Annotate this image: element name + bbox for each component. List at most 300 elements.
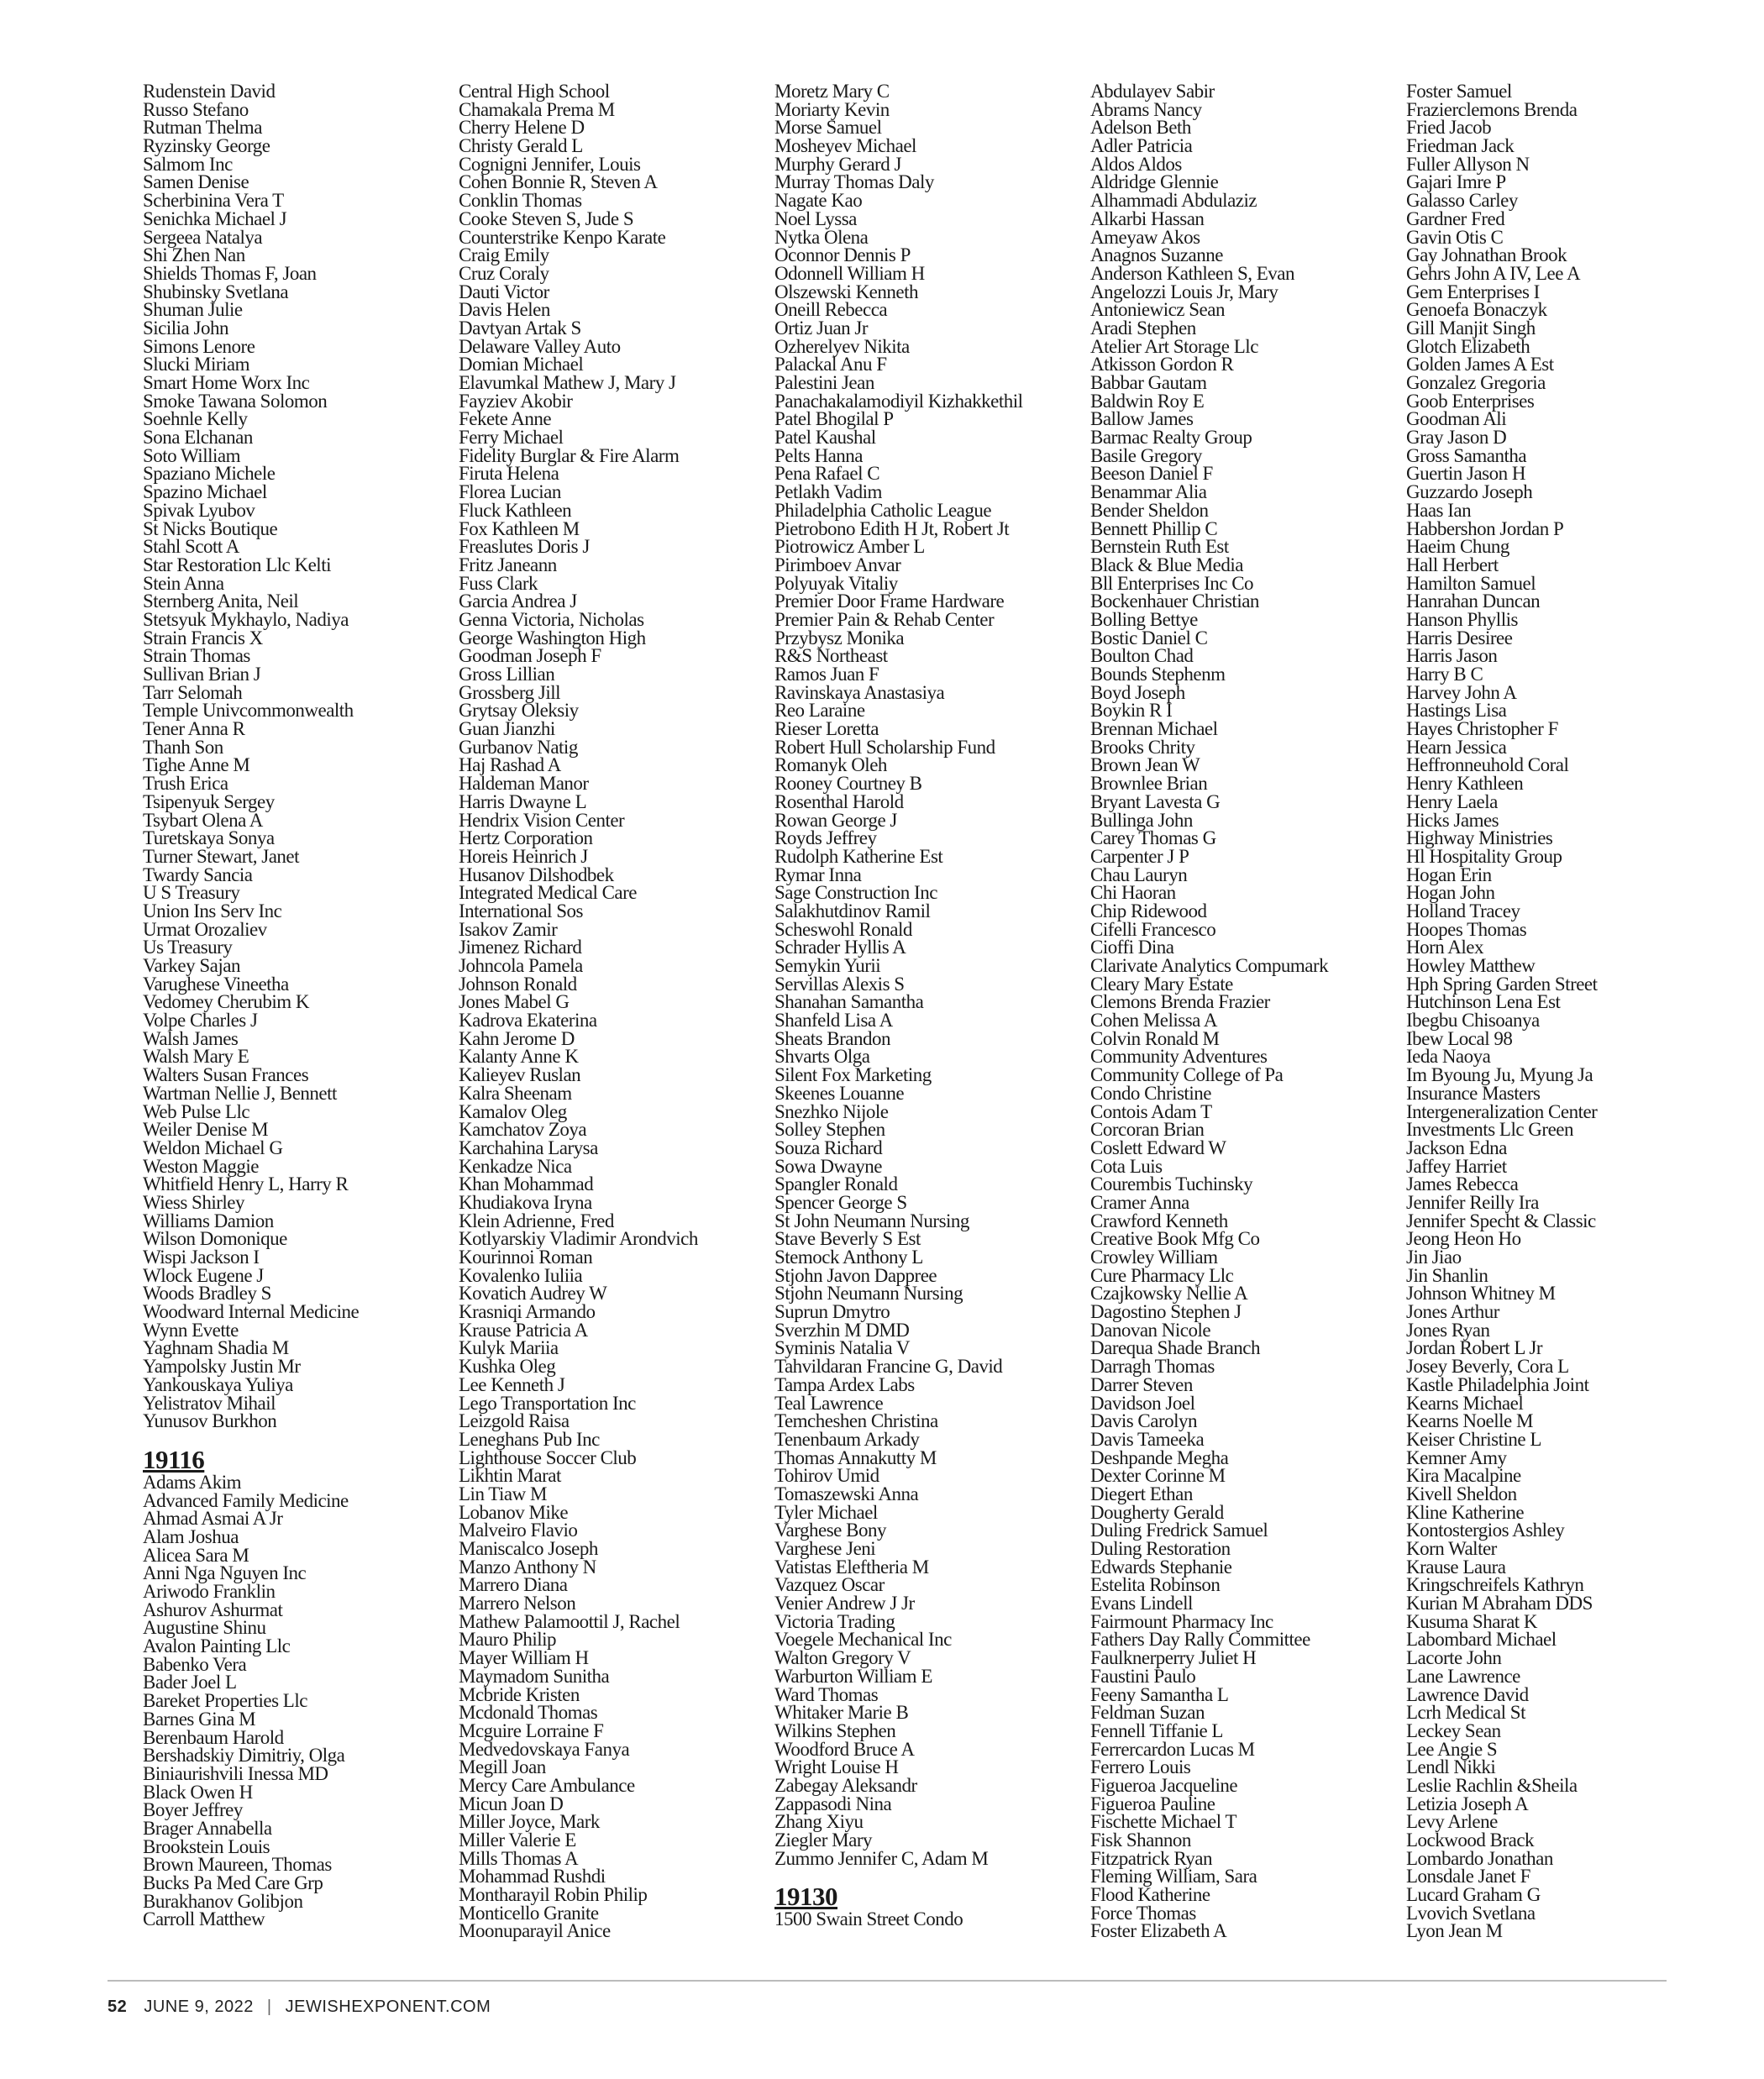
name-entry: Anagnos Suzanne xyxy=(1090,244,1223,266)
name-entry: Reo Laraine xyxy=(774,700,865,722)
name-entry: Bolling Bettye xyxy=(1090,608,1198,630)
name-entry: Corcoran Brian xyxy=(1090,1119,1205,1141)
name-entry: Labombard Michael xyxy=(1406,1629,1557,1651)
name-entry: Guertin Jason H xyxy=(1406,463,1525,485)
name-entry: Maniscalco Joseph xyxy=(459,1538,598,1559)
name-entry: Babbar Gautam xyxy=(1090,372,1207,393)
name-entry: Flood Katherine xyxy=(1090,1884,1210,1906)
name-entry: Biniaurishvili Inessa MD xyxy=(143,1762,328,1784)
name-entry: Mauro Philip xyxy=(459,1629,557,1651)
name-entry: Community Adventures xyxy=(1090,1046,1268,1068)
name-entry: Ryzinsky George xyxy=(143,135,270,157)
name-entry: Kushka Oleg xyxy=(459,1356,556,1378)
name-entry: Hoopes Thomas xyxy=(1406,918,1527,940)
name-column-5 xyxy=(1406,82,1598,1940)
name-entry: Fleming William, Sara xyxy=(1090,1866,1257,1887)
name-entry: Fischette Michael T xyxy=(1090,1811,1237,1833)
name-entry: Pirimboev Anvar xyxy=(774,554,901,575)
name-entry: Chip Ridewood xyxy=(1090,900,1207,921)
name-entry: Montharayil Robin Philip xyxy=(459,1884,648,1906)
name-entry: Edwards Stephanie xyxy=(1090,1556,1232,1578)
name-entry: Haldeman Manor xyxy=(459,773,589,795)
name-entry: Lonsdale Janet F xyxy=(1406,1866,1530,1887)
name-entry: Im Byoung Ju, Myung Ja xyxy=(1406,1064,1593,1086)
name-entry: Romanyk Oleh xyxy=(774,754,887,776)
name-entry: Johnson Ronald xyxy=(459,973,577,995)
name-entry: Jaffey Harriet xyxy=(1406,1155,1507,1177)
name-entry: Fuller Allyson N xyxy=(1406,153,1530,175)
name-entry: Ahmad Asmai A Jr xyxy=(143,1508,283,1530)
name-entry: Firuta Helena xyxy=(459,463,559,485)
name-entry: Malveiro Flavio xyxy=(459,1520,578,1541)
name-entry: Mohammad Rushdi xyxy=(459,1866,606,1887)
name-entry: Johnson Whitney M xyxy=(1406,1283,1556,1305)
name-entry: Polyuyak Vitaliy xyxy=(774,572,898,594)
name-entry: Varghese Jeni xyxy=(774,1538,876,1559)
name-entry: Yampolsky Justin Mr xyxy=(143,1356,301,1378)
name-entry: Yunusov Burkhon xyxy=(143,1410,277,1432)
name-entry: Jones Arthur xyxy=(1406,1301,1499,1323)
name-entry: Monticello Granite xyxy=(459,1902,599,1924)
name-entry: Davidson Joel xyxy=(1090,1392,1195,1414)
name-entry: Dauti Victor xyxy=(459,281,549,302)
name-entry: Palackal Anu F xyxy=(774,354,887,375)
name-entry: Pena Rafael C xyxy=(774,463,880,485)
name-entry: Soto William xyxy=(143,444,240,466)
name-entry: Fuss Clark xyxy=(459,572,538,594)
name-entry: Woodward Internal Medicine xyxy=(143,1301,360,1323)
name-entry: Kovalenko Iuliia xyxy=(459,1264,583,1286)
name-entry: Conklin Thomas xyxy=(459,190,582,212)
name-entry: Suprun Dmytro xyxy=(774,1301,890,1323)
name-entry: Florea Lucian xyxy=(459,481,561,503)
name-entry: Figueroa Pauline xyxy=(1090,1793,1215,1814)
name-entry: Henry Kathleen xyxy=(1406,773,1524,795)
name-entry: Jackson Edna xyxy=(1406,1137,1507,1158)
name-entry: Fox Kathleen M xyxy=(459,517,580,539)
name-entry: Rosenthal Harold xyxy=(774,790,904,812)
name-column-4 xyxy=(1090,82,1328,1940)
name-entry: Turetskaya Sonya xyxy=(143,827,275,849)
name-entry: Clemons Brenda Frazier xyxy=(1090,991,1270,1013)
name-entry: Jordan Robert L Jr xyxy=(1406,1337,1542,1359)
name-entry: Jones Ryan xyxy=(1406,1319,1490,1341)
name-entry: Hall Herbert xyxy=(1406,554,1499,575)
name-entry: Vazquez Oscar xyxy=(774,1574,885,1596)
name-entry: Likhtin Marat xyxy=(459,1465,561,1487)
name-entry: Ferrero Louis xyxy=(1090,1756,1191,1778)
name-entry: Barmac Realty Group xyxy=(1090,427,1252,449)
name-entry: Premier Door Frame Hardware xyxy=(774,591,1005,612)
name-entry: Cure Pharmacy Llc xyxy=(1090,1264,1234,1286)
name-entry: Gonzalez Gregoria xyxy=(1406,372,1546,393)
name-entry: Morse Samuel xyxy=(774,117,882,139)
name-entry: Bostic Daniel C xyxy=(1090,627,1208,648)
name-entry: Carpenter J P xyxy=(1090,845,1189,867)
name-entry: Intergeneralization Center xyxy=(1406,1100,1598,1122)
name-entry: Rudenstein David xyxy=(143,81,276,102)
name-entry: Gurbanov Natig xyxy=(459,736,578,758)
name-entry: Kira Macalpine xyxy=(1406,1465,1521,1487)
name-entry: Moriarty Kevin xyxy=(774,98,890,120)
name-entry: Varghese Bony xyxy=(774,1520,886,1541)
name-entry: Harris Desiree xyxy=(1406,627,1513,648)
name-entry: Souza Richard xyxy=(774,1137,883,1158)
name-entry: Patel Kaushal xyxy=(774,427,876,449)
name-entry: Piotrowicz Amber L xyxy=(774,536,925,558)
name-entry: Kadrova Ekaterina xyxy=(459,1010,597,1032)
name-entry: Slucki Miriam xyxy=(143,354,250,375)
name-entry: Kamchatov Zoya xyxy=(459,1119,587,1141)
name-entry: Krause Laura xyxy=(1406,1556,1506,1578)
name-entry: Walsh James xyxy=(143,1027,239,1049)
name-entry: Pelts Hanna xyxy=(774,444,864,466)
name-entry: St John Neumann Nursing xyxy=(774,1210,969,1231)
name-entry: Stjohn Neumann Nursing xyxy=(774,1283,963,1305)
name-entry: Mills Thomas A xyxy=(459,1847,579,1869)
name-entry: Howley Matthew xyxy=(1406,955,1536,976)
name-entry: Weiler Denise M xyxy=(143,1119,269,1141)
name-entry: Creative Book Mfg Co xyxy=(1090,1228,1260,1250)
page-footer xyxy=(108,1998,491,2017)
name-entry: Faulknerperry Juliet H xyxy=(1090,1647,1257,1669)
name-entry: Augustine Shinu xyxy=(143,1617,266,1639)
name-entry: Ibegbu Chisoanya xyxy=(1406,1010,1540,1032)
name-entry: Leizgold Raisa xyxy=(459,1410,570,1432)
name-entry: Senichka Michael J xyxy=(143,207,287,229)
name-entry: Abdulayev Sabir xyxy=(1090,81,1215,102)
name-entry: Tener Anna R xyxy=(143,718,245,740)
name-entry: Evans Lindell xyxy=(1090,1593,1193,1614)
name-entry: Brennan Michael xyxy=(1090,718,1218,740)
issue-date: JUNE 9, 2022 xyxy=(144,1998,254,2016)
name-entry: Cooke Steven S, Jude S xyxy=(459,207,634,229)
footer-separator: | xyxy=(266,1998,272,2016)
name-entry: Cioffi Dina xyxy=(1090,937,1174,958)
name-entry: Gay Johnathan Brook xyxy=(1406,244,1567,266)
name-entry: Courembis Tuchinsky xyxy=(1090,1173,1253,1195)
name-entry: Stjohn Javon Dappree xyxy=(774,1264,937,1286)
name-entry: Lucard Graham G xyxy=(1406,1884,1541,1906)
name-entry: Hanrahan Duncan xyxy=(1406,591,1541,612)
name-entry: Atkisson Gordon R xyxy=(1090,354,1234,375)
name-entry: Sicilia John xyxy=(143,317,228,339)
name-entry: Lobanov Mike xyxy=(459,1501,569,1523)
name-entry: George Washington High xyxy=(459,627,646,648)
name-entry: Rowan George J xyxy=(774,809,897,831)
name-entry: Marrero Nelson xyxy=(459,1593,576,1614)
name-entry: Miller Joyce, Mark xyxy=(459,1811,600,1833)
name-entry: Beeson Daniel F xyxy=(1090,463,1213,485)
name-entry: Boyer Jeffrey xyxy=(143,1799,243,1821)
name-entry: Nytka Olena xyxy=(774,226,869,248)
name-entry: Freaslutes Doris J xyxy=(459,536,590,558)
name-entry: Mercy Care Ambulance xyxy=(459,1774,635,1796)
name-entry: Jin Shanlin xyxy=(1406,1264,1488,1286)
name-entry: Glotch Elizabeth xyxy=(1406,335,1530,357)
name-entry: Ameyaw Akos xyxy=(1090,226,1200,248)
name-entry: Frazierclemons Brenda xyxy=(1406,98,1578,120)
name-entry: Tsipenyuk Sergey xyxy=(143,790,275,812)
name-entry: Oneill Rebecca xyxy=(774,299,888,321)
name-entry: Tighe Anne M xyxy=(143,754,250,776)
name-entry: Cognigni Jennifer, Louis xyxy=(459,153,641,175)
name-entry: Fennell Tiffanie L xyxy=(1090,1719,1223,1741)
name-entry: Yankouskaya Yuliya xyxy=(143,1373,293,1395)
name-column-3 xyxy=(774,82,1023,1929)
name-entry: Abrams Nancy xyxy=(1090,98,1202,120)
name-entry: Olszewski Kenneth xyxy=(774,281,918,302)
name-entry: Kearns Noelle M xyxy=(1406,1410,1533,1432)
name-entry: Ashurov Ashurmat xyxy=(143,1599,283,1620)
name-entry: Cohen Bonnie R, Steven A xyxy=(459,171,658,193)
name-entry: Stahl Scott A xyxy=(143,536,239,558)
name-entry: Lombardo Jonathan xyxy=(1406,1847,1553,1869)
name-entry: Angelozzi Louis Jr, Mary xyxy=(1090,281,1278,302)
name-entry: Duling Fredrick Samuel xyxy=(1090,1520,1268,1541)
name-entry: Adelson Beth xyxy=(1090,117,1191,139)
name-entry: Zummo Jennifer C, Adam M xyxy=(774,1847,989,1869)
name-entry: Schrader Hyllis A xyxy=(774,937,906,958)
name-entry: Integrated Medical Care xyxy=(459,882,637,904)
name-entry: Gem Enterprises I xyxy=(1406,281,1540,302)
name-entry: Wright Louise H xyxy=(774,1756,899,1778)
name-entry: Tahvildaran Francine G, David xyxy=(774,1356,1003,1378)
name-entry: Warburton William E xyxy=(774,1665,932,1687)
name-entry: Alkarbi Hassan xyxy=(1090,207,1205,229)
name-entry: Cohen Melissa A xyxy=(1090,1010,1217,1032)
name-entry: Wiess Shirley xyxy=(143,1191,244,1213)
name-entry: Ferry Michael xyxy=(459,427,564,449)
name-entry: Philadelphia Catholic League xyxy=(774,499,992,521)
name-entry: Wilkins Stephen xyxy=(774,1719,896,1741)
name-entry: Salmom Inc xyxy=(143,153,233,175)
name-entry: Basile Gregory xyxy=(1090,444,1202,466)
name-entry: Fathers Day Rally Committee xyxy=(1090,1629,1310,1651)
name-entry: Harris Jason xyxy=(1406,645,1498,667)
name-entry: Odonnell William H xyxy=(774,262,925,284)
name-entry: Bender Sheldon xyxy=(1090,499,1209,521)
name-entry: Volpe Charles J xyxy=(143,1010,258,1032)
name-entry: Klein Adrienne, Fred xyxy=(459,1210,614,1231)
name-entry: Coslett Edward W xyxy=(1090,1137,1226,1158)
name-entry: Cherry Helene D xyxy=(459,117,585,139)
name-entry: Czajkowsky Nellie A xyxy=(1090,1283,1248,1305)
name-entry: Karchahina Larysa xyxy=(459,1137,598,1158)
name-entry: Miller Valerie E xyxy=(459,1830,576,1851)
name-entry: Carroll Matthew xyxy=(143,1908,265,1930)
name-entry: Gross Lillian xyxy=(459,664,555,685)
name-entry: Vatistas Eleftheria M xyxy=(774,1556,929,1578)
name-entry: Jennifer Specht & Classic xyxy=(1406,1210,1596,1231)
name-entry: Cifelli Francesco xyxy=(1090,918,1216,940)
name-entry: Kusuma Sharat K xyxy=(1406,1610,1538,1632)
name-entry: Strain Thomas xyxy=(143,645,250,667)
name-entry: Condo Christine xyxy=(1090,1082,1211,1104)
name-entry: Royds Jeffrey xyxy=(774,827,877,849)
name-entry: Strain Francis X xyxy=(143,627,263,648)
name-entry: Guzzardo Joseph xyxy=(1406,481,1533,503)
name-entry: Spivak Lyubov xyxy=(143,499,255,521)
name-entry: Letizia Joseph A xyxy=(1406,1793,1529,1814)
name-entry: Benammar Alia xyxy=(1090,481,1207,503)
name-entry: Ozherelyev Nikita xyxy=(774,335,910,357)
name-entry: Force Thomas xyxy=(1090,1902,1196,1924)
name-entry: Counterstrike Kenpo Karate xyxy=(459,226,666,248)
name-entry: Josey Beverly, Cora L xyxy=(1406,1356,1569,1378)
name-entry: Scheswohl Ronald xyxy=(774,918,912,940)
name-entry: Shubinsky Svetlana xyxy=(143,281,289,302)
name-entry: Gray Jason D xyxy=(1406,427,1507,449)
name-entry: Kalanty Anne K xyxy=(459,1046,579,1068)
name-entry: U S Treasury xyxy=(143,882,240,904)
name-entry: Rooney Courtney B xyxy=(774,773,922,795)
name-entry: Goodman Joseph F xyxy=(459,645,601,667)
name-entry: Sona Elchanan xyxy=(143,427,253,449)
name-entry: Patel Bhogilal P xyxy=(774,408,894,430)
name-entry: Dagostino Stephen J xyxy=(1090,1301,1242,1323)
name-entry: Chi Haoran xyxy=(1090,882,1176,904)
name-entry: Ziegler Mary xyxy=(774,1830,872,1851)
name-entry: Skeenes Louanne xyxy=(774,1082,905,1104)
name-entry: Central High School xyxy=(459,81,610,102)
name-entry: Spazino Michael xyxy=(143,481,267,503)
name-entry: Galasso Carley xyxy=(1406,190,1518,212)
name-entry: Crowley William xyxy=(1090,1247,1218,1268)
name-entry: Investments Llc Green xyxy=(1406,1119,1573,1141)
name-entry: Samen Denise xyxy=(143,171,249,193)
name-entry: Kenkadze Nica xyxy=(459,1155,572,1177)
name-entry: Grytsay Oleksiy xyxy=(459,700,579,722)
name-entry: Thomas Annakutty M xyxy=(774,1446,937,1468)
name-entry: Scherbinina Vera T xyxy=(143,190,284,212)
name-entry: Kemner Amy xyxy=(1406,1446,1507,1468)
name-entry: Hutchinson Lena Est xyxy=(1406,991,1561,1013)
name-entry: Sergeea Natalya xyxy=(143,226,263,248)
name-entry: Wispi Jackson I xyxy=(143,1247,260,1268)
name-entry: Tenenbaum Arkady xyxy=(774,1428,920,1450)
name-entry: Moonuparayil Anice xyxy=(459,1920,611,1942)
name-entry: Tampa Ardex Labs xyxy=(774,1373,915,1395)
name-entry: Antoniewicz Sean xyxy=(1090,299,1225,321)
name-entry: Woodford Bruce A xyxy=(774,1738,915,1760)
name-entry: Sullivan Brian J xyxy=(143,664,261,685)
name-entry: Gehrs John A IV, Lee A xyxy=(1406,262,1581,284)
name-entry: Alam Joshua xyxy=(143,1525,239,1547)
name-entry: Krause Patricia A xyxy=(459,1319,588,1341)
name-entry: Kalieyev Ruslan xyxy=(459,1064,581,1086)
name-entry: Hastings Lisa xyxy=(1406,700,1507,722)
name-entry: Cruz Coraly xyxy=(459,262,549,284)
name-entry: Lane Lawrence xyxy=(1406,1665,1520,1687)
name-entry: Golden James A Est xyxy=(1406,354,1554,375)
name-entry: Spaziano Michele xyxy=(143,463,276,485)
name-entry: Davtyan Artak S xyxy=(459,317,581,339)
name-entry: Hogan John xyxy=(1406,882,1495,904)
name-entry: Darragh Thomas xyxy=(1090,1356,1215,1378)
name-entry: Ibew Local 98 xyxy=(1406,1027,1513,1049)
name-entry: Pietrobono Edith H Jt, Robert Jt xyxy=(774,517,1010,539)
name-entry: Solley Stephen xyxy=(774,1119,885,1141)
name-entry: Dexter Corinne M xyxy=(1090,1465,1226,1487)
name-entry: Union Ins Serv Inc xyxy=(143,900,282,921)
name-entry: Aldos Aldos xyxy=(1090,153,1182,175)
name-entry: Sverzhin M DMD xyxy=(774,1319,910,1341)
name-entry: Yelistratov Mihail xyxy=(143,1392,276,1414)
name-entry: Walsh Mary E xyxy=(143,1046,249,1068)
name-entry: Brown Maureen, Thomas xyxy=(143,1854,332,1876)
name-entry: Horeis Heinrich J xyxy=(459,845,588,867)
name-entry: Figueroa Jacqueline xyxy=(1090,1774,1238,1796)
name-entry: Hogan Erin xyxy=(1406,864,1492,885)
name-entry: Przybysz Monika xyxy=(774,627,905,648)
name-entry: Hayes Christopher F xyxy=(1406,718,1558,740)
name-entry: Snezhko Nijole xyxy=(774,1100,889,1122)
name-entry: Lyon Jean M xyxy=(1406,1920,1503,1942)
name-entry: Gardner Fred xyxy=(1406,207,1505,229)
name-entry: Harry B C xyxy=(1406,664,1483,685)
name-entry: Wynn Evette xyxy=(143,1319,239,1341)
name-entry: Stave Beverly S Est xyxy=(774,1228,921,1250)
name-entry: Highway Ministries xyxy=(1406,827,1553,849)
name-entry: Kovatich Audrey W xyxy=(459,1283,607,1305)
name-entry: Kontostergios Ashley xyxy=(1406,1520,1565,1541)
name-entry: Community College of Pa xyxy=(1090,1064,1284,1086)
name-entry: Shi Zhen Nan xyxy=(143,244,245,266)
name-entry: Rieser Loretta xyxy=(774,718,879,740)
name-entry: Duling Restoration xyxy=(1090,1538,1231,1559)
name-entry: Hearn Jessica xyxy=(1406,736,1507,758)
name-entry: Kotlyarskiy Vladimir Arondvich xyxy=(459,1228,698,1250)
name-entry: Berenbaum Harold xyxy=(143,1726,284,1748)
name-entry: Kourinnoi Roman xyxy=(459,1247,593,1268)
name-entry: Twardy Sancia xyxy=(143,864,253,885)
name-entry: Haas Ian xyxy=(1406,499,1472,521)
name-entry: Mayer William H xyxy=(459,1647,589,1669)
name-entry: Palestini Jean xyxy=(774,372,874,393)
name-entry: Us Treasury xyxy=(143,937,233,958)
name-entry: Alhammadi Abdulaziz xyxy=(1090,190,1257,212)
name-entry: Turner Stewart, Janet xyxy=(143,845,300,867)
name-entry: Premier Pain & Rehab Center xyxy=(774,608,995,630)
name-entry: Foster Samuel xyxy=(1406,81,1512,102)
name-entry: Oconnor Dennis P xyxy=(774,244,911,266)
name-entry: Shanahan Samantha xyxy=(774,991,924,1013)
name-entry: Panachakalamodiyil Kizhakkethil xyxy=(774,390,1023,412)
name-entry: Kalra Sheenam xyxy=(459,1082,572,1104)
name-entry: Dougherty Gerald xyxy=(1090,1501,1224,1523)
name-entry: Stetsyuk Mykhaylo, Nadiya xyxy=(143,608,349,630)
name-entry: Estelita Robinson xyxy=(1090,1574,1221,1596)
name-entry: Alicea Sara M xyxy=(143,1544,249,1566)
name-entry: Lockwood Brack xyxy=(1406,1830,1535,1851)
name-entry: Diegert Ethan xyxy=(1090,1483,1193,1504)
name-entry: Hl Hospitality Group xyxy=(1406,845,1562,867)
name-entry: Mathew Palamoottil J, Rachel xyxy=(459,1610,680,1632)
name-entry: Fisk Shannon xyxy=(1090,1830,1191,1851)
name-entry: Haeim Chung xyxy=(1406,536,1509,558)
name-entry: Shvarts Olga xyxy=(774,1046,870,1068)
name-entry: Boykin R I xyxy=(1090,700,1173,722)
name-entry: Brownlee Brian xyxy=(1090,773,1208,795)
name-entry: Zhang Xiyu xyxy=(774,1811,864,1833)
name-entry: Boyd Joseph xyxy=(1090,681,1185,703)
name-entry: Wilson Domonique xyxy=(143,1228,287,1250)
name-entry: Burakhanov Golibjon xyxy=(143,1890,303,1912)
name-entry: Kulyk Mariia xyxy=(459,1337,559,1359)
name-entry: Lacorte John xyxy=(1406,1647,1502,1669)
name-entry: Kearns Michael xyxy=(1406,1392,1524,1414)
